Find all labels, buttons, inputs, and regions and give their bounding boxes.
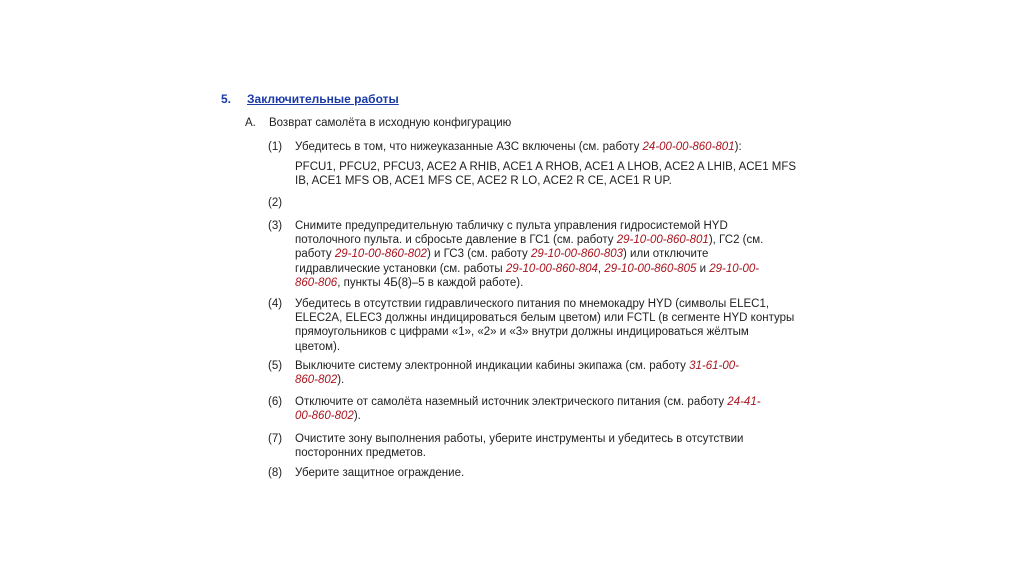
step-number: (4) [268,298,283,310]
step-6 [268,395,808,423]
task-reference-link[interactable]: 29-10-00-860-803 [530,248,624,261]
step-number: (3) [268,220,283,232]
task-reference-link[interactable]: 29-10-00-860-802 [334,248,427,261]
step-number: (2) [268,197,283,209]
step-text: Отключите от самолёта наземный источник электрического питания (см. работу 24-41-00-860-802). [295,396,761,423]
task-reference-link[interactable]: 24-41-00-860-802 [295,396,761,423]
task-reference-link[interactable]: 29-10-00-860-801 [616,234,709,247]
step-text: Убедитесь в том, что нижеуказанные АЗС включены (см. работу 24-00-00-860-801): [295,141,742,153]
step-4 [268,297,808,354]
circuit-breaker-list: PFCU1, PFCU2, PFCU3, ACE2 A RHIB, ACE1 A RHOB, ACE1 A LHOB, ACE2 A LHIB, ACE1 MFS IB, ACE1 MFS OB, ACE1 MFS CE, ACE2 R LO, ACE2 R CE, ACE1 R UP. [295,161,797,188]
step-number: (8) [268,467,283,479]
section-heading [221,92,399,106]
step-7 [268,432,808,460]
task-reference-link[interactable]: 29-10-00-860-805 [604,262,697,275]
task-reference-link[interactable]: 29-10-00-860-806 [295,262,760,289]
section-title: Заключительные работы [247,92,399,106]
subsection-heading [245,116,511,130]
step-8 [268,466,808,480]
step-3 [268,219,808,290]
step-text: Уберите защитное ограждение. [295,467,465,479]
subsection-title: Возврат самолёта в исходную конфигурацию [269,117,512,129]
step-1 [268,140,808,189]
step-text: Снимите предупредительную табличку с пульта управления гидросистемой HYD потолочного пульта. и сбросьте давление в ГС1 (см. работу 29-10-00-860-801), ГС2 (см. работу 29-10-00-860-802) и ГС3 (см. работу 29-10-00-860-803) или отключите гидравлические установки (см. работы 29-10-00-860-804, 29-10-00-860-805 и 29-10-00-860-806, пункты 4Б(8)–5 в каждой работе). [295,220,764,289]
subsection-letter: A. [245,117,256,129]
step-number: (5) [268,360,283,372]
step-text: Выключите систему электронной индикации кабины экипажа (см. работу 31-61-00-860-802). [295,360,739,387]
task-reference-link[interactable]: 31-61-00-860-802 [295,360,739,387]
task-reference-link[interactable]: 29-10-00-860-804 [505,262,598,275]
step-5 [268,359,808,387]
step-number: (7) [268,433,283,445]
step-text: Убедитесь в отсутствии гидравлического питания по мнемокадру HYD (символы ELEC1, ELEC2A, ELEC3 должны индицироваться белым цветом) или FCTL (в сегменте HYD контуры прямоугольников с цифрами «1», «2» и «3» внутри должны индицироваться жёлтым цветом). [295,298,795,353]
step-number: (6) [268,396,283,408]
step-text: Очистите зону выполнения работы, уберите инструменты и убедитесь в отсутствии посторонних предметов. [295,433,744,460]
task-reference-link[interactable]: 24-00-00-860-801 [642,141,735,153]
step-number: (1) [268,141,283,153]
section-number: 5. [221,92,232,106]
